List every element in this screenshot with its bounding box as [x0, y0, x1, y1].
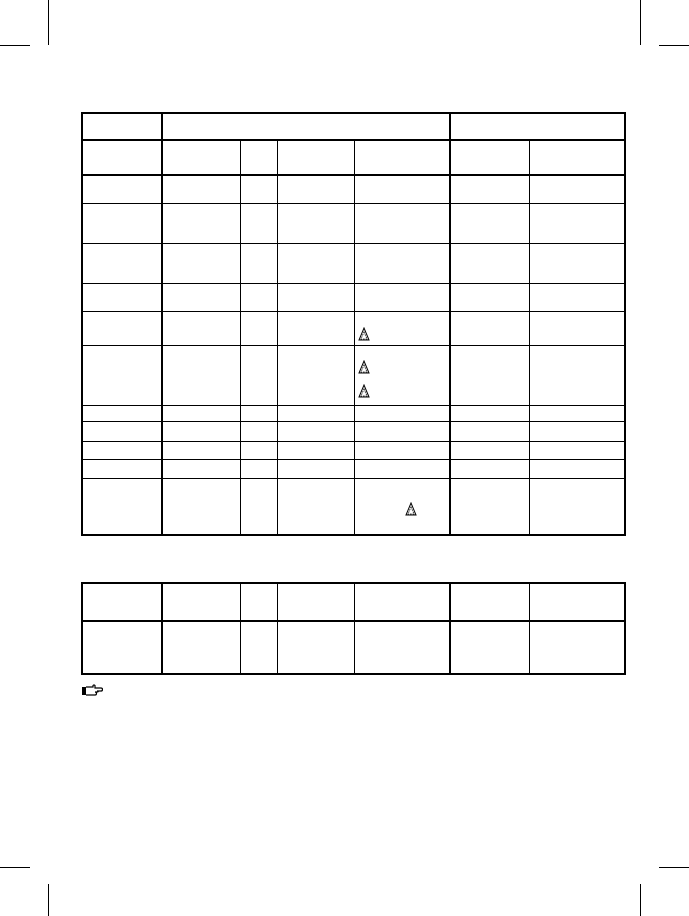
table-cell — [529, 459, 625, 478]
table-cell — [240, 311, 277, 345]
table-cell — [450, 459, 529, 478]
table-cell — [277, 583, 354, 621]
header-group-cell — [450, 113, 625, 140]
table-cell — [354, 283, 450, 311]
crop-mark-bottom-right-h — [659, 867, 689, 868]
table-cell — [450, 478, 529, 535]
table-cell — [354, 441, 450, 459]
table-cell — [82, 283, 162, 311]
table-cell — [82, 203, 162, 243]
table-cell — [162, 283, 240, 311]
table-cell — [354, 478, 450, 535]
table-cell — [162, 203, 240, 243]
table-cell — [162, 459, 240, 478]
table-cell — [82, 478, 162, 535]
table-cell — [450, 405, 529, 421]
table-cell — [240, 175, 277, 203]
table-cell — [277, 478, 354, 535]
subheader-cell — [529, 140, 625, 175]
table-cell — [529, 175, 625, 203]
table-cell — [162, 478, 240, 535]
table-cell — [277, 243, 354, 283]
table-row — [82, 583, 625, 621]
subheader-cell — [354, 140, 450, 175]
table-cell — [82, 405, 162, 421]
table-cell — [277, 175, 354, 203]
table-cell — [240, 345, 277, 405]
table-cell — [529, 405, 625, 421]
table-cell — [240, 583, 277, 621]
table-cell — [162, 583, 240, 621]
table-cell — [82, 175, 162, 203]
table-cell — [529, 583, 625, 621]
crop-mark-bottom-left-v — [48, 884, 49, 916]
table-cell — [277, 405, 354, 421]
header-cell — [82, 113, 162, 140]
table-cell — [240, 621, 277, 674]
table-cell — [162, 311, 240, 345]
table-row — [82, 203, 625, 243]
table-cell — [240, 478, 277, 535]
table-cell — [529, 203, 625, 243]
table-row — [82, 243, 625, 283]
table-cell — [277, 203, 354, 243]
table-row — [82, 405, 625, 421]
table-cell — [162, 421, 240, 441]
table-cell — [240, 283, 277, 311]
subheader-cell — [82, 140, 162, 175]
main-spec-table — [81, 112, 626, 536]
table-cell — [450, 175, 529, 203]
crop-mark-top-right-h — [659, 45, 689, 46]
subheader-cell — [162, 140, 240, 175]
table-row — [82, 283, 625, 311]
table-cell — [450, 311, 529, 345]
table-cell — [450, 621, 529, 674]
table-cell — [82, 459, 162, 478]
table-cell — [450, 243, 529, 283]
table-cell — [277, 283, 354, 311]
dashed-triangle-icon — [358, 327, 370, 341]
table-cell — [354, 459, 450, 478]
table-cell — [450, 203, 529, 243]
secondary-spec-table — [81, 582, 626, 675]
crop-mark-bottom-left-h — [0, 867, 30, 868]
table1-header-row-1 — [82, 113, 625, 140]
dashed-triangle-icon — [405, 502, 417, 516]
table-cell — [450, 441, 529, 459]
subheader-cell — [450, 140, 529, 175]
table-cell — [529, 311, 625, 345]
table-cell — [277, 421, 354, 441]
table-cell — [82, 243, 162, 283]
table-cell — [240, 203, 277, 243]
table-cell — [277, 345, 354, 405]
table-cell — [82, 345, 162, 405]
table-cell — [240, 421, 277, 441]
subheader-cell — [240, 140, 277, 175]
table-cell — [240, 243, 277, 283]
table-cell — [277, 621, 354, 674]
table-cell — [162, 345, 240, 405]
table-row — [82, 311, 625, 345]
table-cell — [354, 203, 450, 243]
table-cell — [162, 621, 240, 674]
table-cell — [82, 421, 162, 441]
table-cell — [354, 345, 450, 405]
crop-mark-top-right-v — [640, 0, 641, 45]
table-cell — [162, 441, 240, 459]
table-cell — [529, 478, 625, 535]
table-cell — [450, 345, 529, 405]
table-cell — [354, 583, 450, 621]
table-row — [82, 175, 625, 203]
table-cell — [450, 421, 529, 441]
table-cell — [354, 243, 450, 283]
table-cell — [82, 583, 162, 621]
pointing-hand-icon — [81, 684, 103, 698]
table-cell — [529, 345, 625, 405]
table-cell — [450, 583, 529, 621]
table1-header-row-2 — [82, 140, 625, 175]
table-cell — [277, 311, 354, 345]
crop-mark-top-left-v — [48, 0, 49, 45]
dashed-triangle-icon — [358, 360, 370, 374]
table-cell — [529, 621, 625, 674]
table-cell — [277, 459, 354, 478]
table-cell — [240, 441, 277, 459]
crop-mark-bottom-right-v — [640, 884, 641, 916]
subheader-cell — [277, 140, 354, 175]
table-cell — [277, 441, 354, 459]
table-row — [82, 421, 625, 441]
table-row — [82, 621, 625, 674]
table-cell — [82, 311, 162, 345]
dashed-triangle-icon — [358, 384, 370, 398]
table-row — [82, 478, 625, 535]
table-cell — [240, 405, 277, 421]
table-cell — [162, 243, 240, 283]
table-cell — [82, 441, 162, 459]
table-cell — [529, 243, 625, 283]
table-row — [82, 345, 625, 405]
table-cell — [82, 621, 162, 674]
header-group-cell — [162, 113, 450, 140]
table-cell — [354, 311, 450, 345]
table-row — [82, 459, 625, 478]
table-cell — [529, 283, 625, 311]
table-cell — [354, 421, 450, 441]
table-cell — [162, 175, 240, 203]
table-cell — [529, 441, 625, 459]
table-cell — [354, 175, 450, 203]
table-cell — [450, 283, 529, 311]
crop-mark-top-left-h — [0, 45, 30, 46]
table-row — [82, 441, 625, 459]
table-cell — [354, 405, 450, 421]
table-cell — [529, 421, 625, 441]
table-cell — [354, 621, 450, 674]
table-cell — [162, 405, 240, 421]
table-cell — [240, 459, 277, 478]
